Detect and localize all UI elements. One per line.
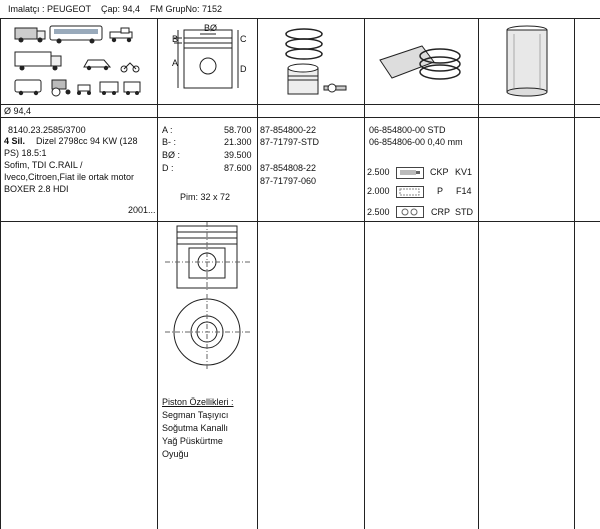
bore-label: Çap: 94,4: [101, 4, 141, 14]
ring-thickness: 2.000: [367, 186, 390, 196]
engine-desc-5: BOXER 2.8 HDI: [4, 184, 69, 194]
ring-thickness: 2.500: [367, 167, 390, 177]
engine-desc-2: PS) 18.5:1: [4, 148, 47, 158]
pin-size: Pim: 32 x 72: [180, 192, 231, 202]
engine-desc-3: Sofim, TDI C.RAIL /: [4, 160, 83, 170]
piston-features-title: Piston Özellikleri :: [162, 397, 234, 407]
dim-bo-value: 39.500: [224, 150, 252, 160]
engine-code: 8140.23.2585/3700: [8, 125, 86, 135]
piston-part-1: 87-854800-22: [260, 125, 317, 135]
piston-feature-4: Oyuğu: [162, 449, 189, 459]
ring-code: STD: [455, 207, 473, 217]
cylinders: 4 Sil.: [4, 136, 26, 146]
piston-drawing-icon: [165, 222, 250, 372]
manufacturer-label: Imalatçı : PEUGEOT: [8, 4, 92, 14]
row-divider: [0, 104, 600, 105]
dim-a-label: A :: [162, 125, 173, 135]
piston-feature-2: Soğutma Kanallı: [162, 423, 229, 433]
cylinder-liner-icon: [500, 24, 556, 100]
ring-type: P: [437, 186, 444, 196]
column-divider: [157, 18, 158, 529]
piston-part-2: 87-71797-STD: [260, 137, 320, 147]
piston-part-4: 87-71797-060: [260, 176, 317, 186]
ring-code: KV1: [455, 167, 473, 177]
column-divider: [0, 18, 1, 529]
diagram-label-d: D: [240, 64, 247, 74]
vehicle-types-icon: [12, 22, 152, 100]
dim-d-value: 87.600: [224, 163, 252, 173]
ring-type: CRP: [431, 207, 451, 217]
dim-b-label: B- :: [162, 137, 177, 147]
diagram-label-a: A: [172, 58, 179, 68]
ring-thickness: 2.500: [367, 207, 390, 217]
column-divider: [478, 18, 479, 529]
dim-b-value: 21.300: [224, 137, 252, 147]
diagram-label-c: C: [240, 34, 247, 44]
catalog-header: [0, 0, 600, 19]
dim-bo-label: BØ :: [162, 150, 181, 160]
ring-code: F14: [456, 186, 472, 196]
diagram-label-bo: BØ: [204, 23, 218, 33]
engine-desc-1: Dizel 2798cc 94 KW (128: [36, 136, 138, 146]
piston-feature-3: Yağ Püskürtme: [162, 436, 223, 446]
diagram-label-b: B: [172, 34, 179, 44]
column-divider: [257, 18, 258, 529]
piston-dimension-diagram-icon: [170, 24, 250, 102]
piston-rings-icon: [272, 24, 356, 102]
ring-part-2: 06-854806-00 0,40 mm: [369, 137, 463, 147]
dim-a-value: 58.700: [224, 125, 252, 135]
engine-desc-4: Iveco,Citroen,Fiat ile ortak motor: [4, 172, 135, 182]
row-divider: [0, 117, 600, 118]
ring-profile-icon: [396, 167, 424, 179]
ring-profile-icon: [396, 186, 424, 198]
ring-part-1: 06-854800-00 STD: [369, 125, 446, 135]
column-divider: [574, 18, 575, 529]
group-label: FM GrupNo: 7152: [150, 4, 223, 14]
dim-d-label: D :: [162, 163, 174, 173]
diameter-label: Ø 94,4: [4, 106, 32, 116]
model-year: 2001...: [128, 205, 156, 215]
piston-feature-1: Segman Taşıyıcı: [162, 410, 229, 420]
piston-part-3: 87-854808-22: [260, 163, 317, 173]
row-divider: [0, 221, 600, 222]
ring-type: CKP: [430, 167, 449, 177]
column-divider: [364, 18, 365, 529]
ring-set-icon: [378, 36, 468, 90]
ring-profile-icon: [396, 206, 424, 218]
